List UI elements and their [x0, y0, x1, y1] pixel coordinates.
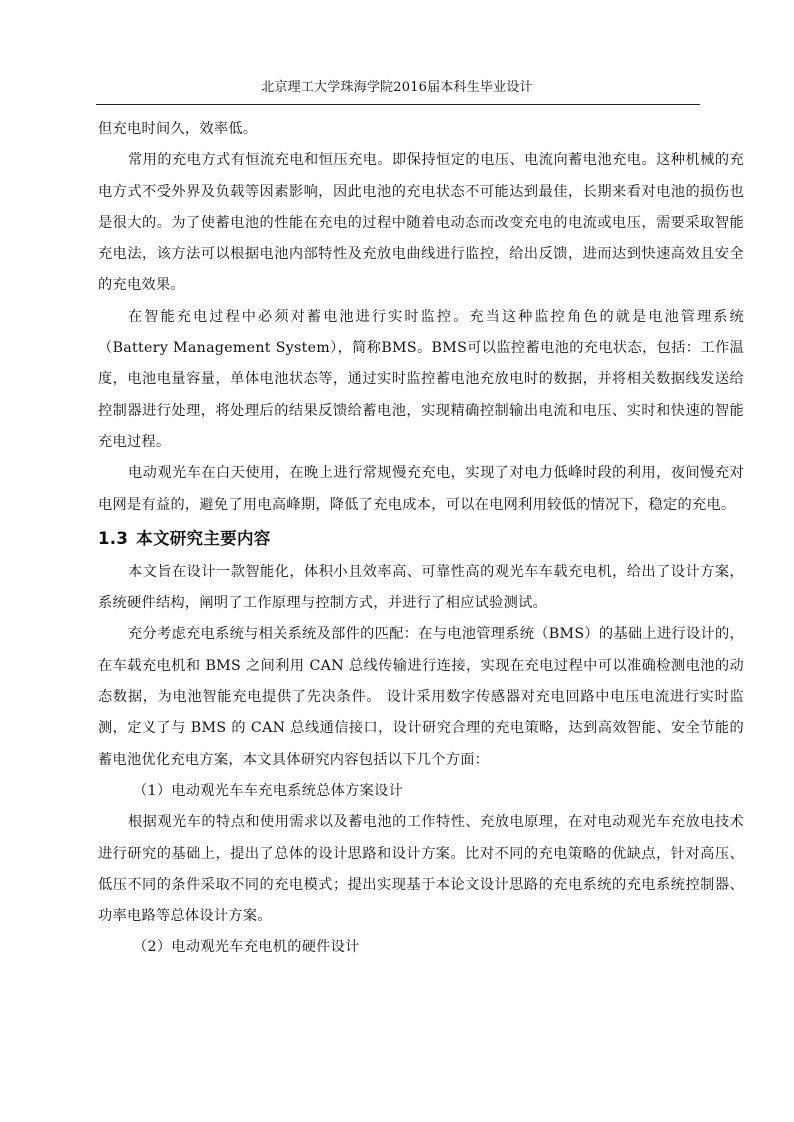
section-number: 1.3	[98, 528, 129, 548]
paragraph-bms: 在智能充电过程中必须对蓄电池进行实时监控。充当这种监控角色的就是电池管理系统（Battery Management System），简称BMS。BMS可以监控蓄电池的充电状态，包括：工作温度，电池电量容量，单体电池状态等，通过实时监控蓄电池充放电时的数据，并将相关数据线发送给控制器进行处理，将处理后的结果反馈给蓄电池，实现精确控制输出电流和电压、实时和快速的智能充电过程。	[98, 308, 744, 450]
header-divider	[96, 104, 700, 105]
section-title: 本文研究主要内容	[136, 528, 271, 548]
section-heading	[98, 521, 744, 557]
list-item-2: （2）电动观光车充电机的硬件设计	[133, 939, 360, 956]
paragraph-overall-design: 根据观光车的特点和使用需求以及蓄电池的工作特性、充放电原理，在对电动观光车充放电技术进行研究的基础上，提出了总体的设计思路和设计方案。比对不同的充电策略的优缺点，针对高压、低压不同的条件采取不同的充电模式；提出实现基于本论文设计思路的充电系统的充电系统控制器、功率电路等总体设计方案。	[98, 814, 744, 925]
paragraph-night-charging: 电动观光车在白天使用，在晚上进行常规慢充充电，实现了对电力低峰时段的利用，夜间慢充对电网是有益的，避免了用电高峰期，降低了充电成本，可以在电网利用较低的情况下，稳定的充电。	[98, 465, 744, 513]
paragraph-continuation: 但充电时间久，效率低。	[98, 121, 258, 137]
paragraph-system-matching: 充分考虑充电系统与相关系统及部件的匹配：在与电池管理系统（BMS）的基础上进行设计的，在车载充电机和 BMS 之间利用 CAN 总线传输进行连接，实现在充电过程中可以准确检测电池的动态数据，为电池智能充电提供了先决条件。 设计采用数字传感器对充电回路中电压电流进行实时监测，定义了与 BMS 的 CAN 总线通信接口，设计研究合理的充电策略，达到高效智能、安全节能的蓄电池优化充电方案，本文具体研究内容包括以下几个方面：	[98, 626, 744, 768]
page-body	[98, 114, 744, 964]
page-header: 北京理工大学珠海学院2016届本科生毕业设计	[261, 80, 533, 95]
paragraph-design-goal: 本文旨在设计一款智能化，体积小且效率高、可靠性高的观光车车载充电机，给出了设计方案，系统硬件结构，阐明了工作原理与控制方式，并进行了相应试验测试。	[98, 563, 744, 612]
paragraph-charging-methods: 常用的充电方式有恒流充电和恒压充电。即保持恒定的电压、电流向蓄电池充电。这种机械的充电方式不受外界及负载等因素影响，因此电池的充电状态不可能达到最佳，长期来看对电池的损伤也是很大的。为了使蓄电池的性能在充电的过程中随着电动态而改变充电的电流或电压，需要采取智能充电法，该方法可以根据电池内部特性及充放电曲线进行监控，给出反馈，进而达到快速高效且安全的充电效果。	[98, 152, 744, 294]
list-item-1: （1）电动观光车车充电系统总体方案设计	[133, 782, 404, 799]
